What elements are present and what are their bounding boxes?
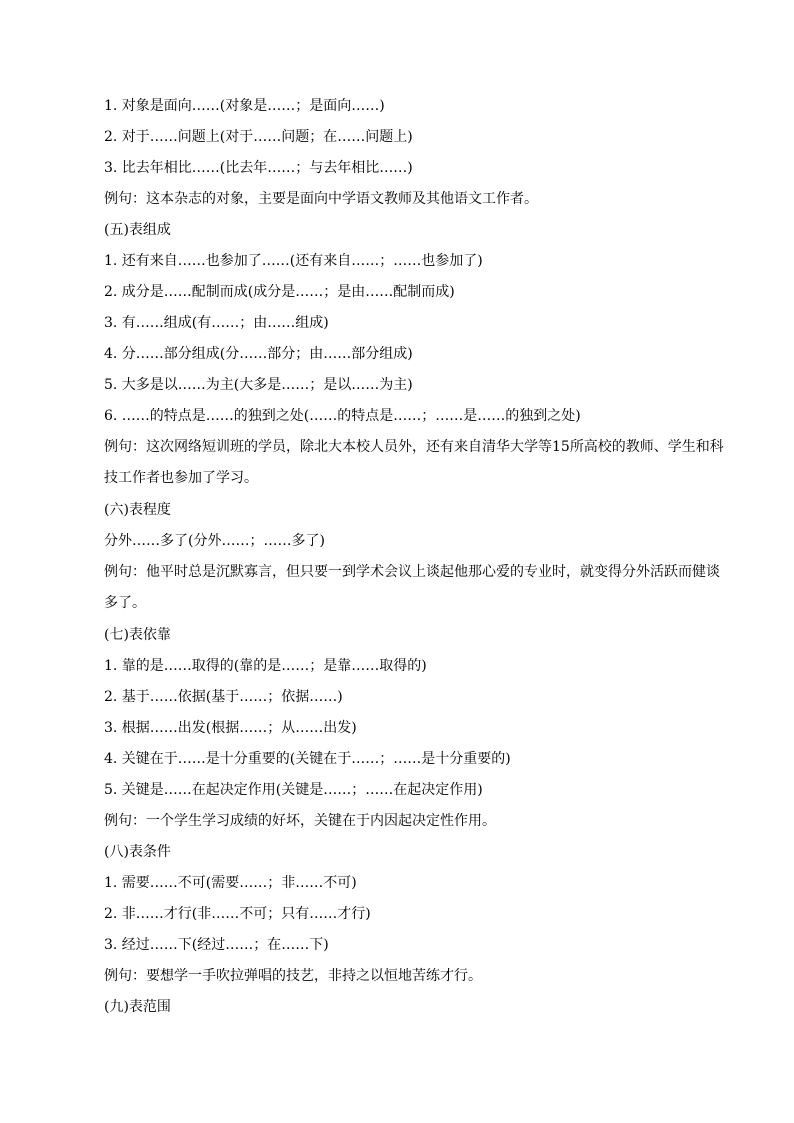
doc-line: 3. 有……组成(有……；由……组成)	[104, 315, 329, 331]
example-line: 例句：这次网络短训班的学员，除北大本校人员外，还有来自清华大学等15所高校的教师、学生和科技工作者也参加了学习。	[104, 439, 724, 486]
doc-line: 2. 成分是……配制而成(成分是……；是由……配制而成)	[104, 284, 455, 300]
section-heading: (八)表条件	[104, 844, 171, 860]
doc-line: 4. 分……部分组成(分……部分；由……部分组成)	[104, 346, 413, 362]
doc-line: 3. 比去年相比……(比去年……；与去年相比……)	[104, 160, 413, 176]
doc-line: 5. 关键是……在起决定作用(关键是……；……在起决定作用)	[104, 782, 483, 798]
doc-line: 1. 还有来自……也参加了……(还有来自……；……也参加了)	[104, 253, 483, 269]
example-line: 例句：这本杂志的对象，主要是面向中学语文教师及其他语文工作者。	[104, 191, 538, 207]
doc-line: 4. 关键在于……是十分重要的(关键在于……；……是十分重要的)	[104, 751, 511, 767]
doc-line: 1. 对象是面向……(对象是……；是面向……)	[104, 98, 385, 114]
doc-line: 2. 非……才行(非……不可；只有……才行)	[104, 906, 371, 922]
doc-line: 5. 大多是以……为主(大多是……；是以……为主)	[104, 377, 413, 393]
doc-line: 1. 需要……不可(需要……；非……不可)	[104, 875, 357, 891]
section-heading: (六)表程度	[104, 502, 171, 518]
doc-line: 3. 经过……下(经过……；在……下)	[104, 937, 329, 953]
doc-line: 6. ……的特点是……的独到之处(……的特点是……；……是……的独到之处)	[104, 408, 581, 424]
doc-line: 2. 对于……问题上(对于……问题；在……问题上)	[104, 129, 413, 145]
section-heading: (七)表依靠	[104, 627, 171, 643]
example-line: 例句：要想学一手吹拉弹唱的技艺，非持之以恒地苦练才行。	[104, 968, 482, 984]
doc-line: 分外……多了(分外……；……多了)	[104, 533, 325, 549]
section-heading: (五)表组成	[104, 222, 171, 238]
doc-line: 3. 根据……出发(根据……；从……出发)	[104, 720, 357, 736]
example-line: 例句：他平时总是沉默寡言，但只要一到学术会议上谈起他那心爱的专业时，就变得分外活跃而健谈多了。	[104, 564, 720, 611]
doc-line: 1. 靠的是……取得的(靠的是……；是靠……取得的)	[104, 658, 427, 674]
section-heading: (九)表范围	[104, 999, 171, 1015]
example-line: 例句：一个学生学习成绩的好坏，关键在于内因起决定性作用。	[104, 813, 496, 829]
doc-line: 2. 基于……依据(基于……；依据……)	[104, 689, 343, 705]
